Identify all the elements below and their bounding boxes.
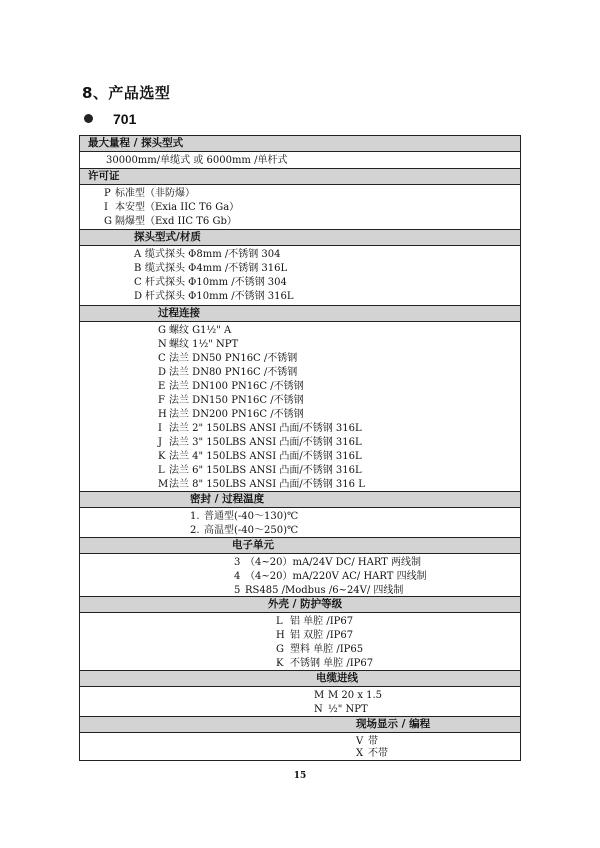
option-line bbox=[276, 657, 373, 670]
option-text: ½" NPT bbox=[328, 704, 368, 715]
option-text: 法兰 DN100 PN16C /不锈钢 bbox=[169, 381, 304, 392]
option-line bbox=[276, 615, 353, 628]
option-code: G bbox=[276, 644, 284, 655]
option-line bbox=[276, 643, 363, 656]
option-text: 不带 bbox=[368, 748, 388, 759]
option-code: M bbox=[314, 690, 325, 701]
option-text: 法兰 DN50 PN16C /不锈钢 bbox=[169, 353, 298, 364]
option-line bbox=[104, 201, 239, 214]
option-text: 法兰 6" 150LBS ANSI 凸面/不锈钢 316L bbox=[169, 465, 362, 476]
option-line bbox=[314, 689, 382, 702]
option-text: 本安型（Exia IIC T6 Ga） bbox=[115, 202, 240, 213]
option-code: K bbox=[158, 451, 166, 462]
section-title: 8、产品选型 bbox=[82, 84, 171, 102]
group-header-electronics bbox=[80, 537, 520, 554]
group-header-process-connection bbox=[80, 305, 520, 322]
option-text: 标准型（非防爆） bbox=[115, 188, 195, 199]
option-code: C bbox=[158, 353, 166, 364]
option-text: 不锈钢 单腔 /IP67 bbox=[290, 658, 374, 669]
option-text: 铝 双腔 /IP67 bbox=[290, 630, 354, 641]
option-code: A bbox=[134, 249, 142, 260]
option-line bbox=[134, 276, 287, 289]
option-code: M bbox=[158, 479, 169, 490]
option-code: 2. bbox=[190, 525, 200, 536]
option-text: 缆式探头 Φ4mm /不锈钢 316L bbox=[145, 263, 288, 274]
option-code: H bbox=[158, 409, 167, 420]
option-code: X bbox=[356, 748, 364, 759]
option-text: 铝 单腔 /IP67 bbox=[290, 616, 354, 627]
option-line bbox=[234, 556, 421, 569]
group-header-seal-temperature bbox=[80, 491, 520, 508]
option-text: （4~20）mA/220V AC/ HART 四线制 bbox=[245, 571, 427, 582]
group-header-label: 最大量程 / 探头型式 bbox=[88, 137, 184, 149]
option-code: 4 bbox=[234, 571, 241, 582]
option-text: 杆式探头 Φ10mm /不锈钢 316L bbox=[145, 291, 294, 302]
group-header-label: 过程连接 bbox=[158, 307, 200, 319]
group-header-license bbox=[80, 168, 520, 185]
option-text: 螺纹 1½" NPT bbox=[169, 339, 239, 350]
group-header-housing bbox=[80, 596, 520, 613]
bullet-icon bbox=[84, 114, 93, 123]
option-code: P bbox=[104, 188, 111, 199]
option-line bbox=[356, 747, 388, 760]
option-code: V bbox=[356, 736, 364, 747]
page-number: 15 bbox=[293, 771, 307, 781]
option-text: 螺纹 G1½" A bbox=[169, 325, 232, 336]
selection-table bbox=[79, 135, 521, 761]
option-code: H bbox=[276, 630, 285, 641]
option-code: D bbox=[134, 291, 143, 302]
option-code: D bbox=[158, 367, 167, 378]
option-code: L bbox=[158, 465, 165, 476]
group-header-label: 电缆进线 bbox=[316, 672, 358, 684]
option-text: 带 bbox=[368, 736, 378, 747]
option-text: 30000mm/单缆式 或 6000mm /单杆式 bbox=[106, 155, 288, 166]
option-text: 杆式探头 Φ10mm /不锈钢 304 bbox=[145, 277, 287, 288]
option-code: E bbox=[158, 381, 166, 392]
option-text: （4~20）mA/24V DC/ HART 两线制 bbox=[245, 557, 422, 568]
option-text: 塑料 单腔 /IP65 bbox=[290, 644, 364, 655]
group-header-label: 现场显示 / 编程 bbox=[356, 718, 431, 730]
group-header-cable-entry bbox=[80, 670, 520, 687]
option-line bbox=[158, 408, 304, 421]
group-header-label: 电子单元 bbox=[232, 539, 274, 551]
option-line bbox=[314, 703, 368, 716]
option-line bbox=[158, 422, 362, 435]
option-code: G bbox=[158, 325, 166, 336]
option-text: 法兰 2" 150LBS ANSI 凸面/不锈钢 316L bbox=[169, 423, 362, 434]
model-number: 701 bbox=[113, 111, 137, 127]
option-line bbox=[158, 338, 238, 351]
option-text: 缆式探头 Φ8mm /不锈钢 304 bbox=[145, 249, 281, 260]
option-line bbox=[276, 629, 353, 642]
option-line bbox=[104, 215, 237, 228]
option-code: G bbox=[104, 216, 112, 227]
group-header-probe-material bbox=[80, 229, 520, 246]
model-heading bbox=[84, 111, 136, 127]
option-code: K bbox=[276, 658, 284, 669]
option-text: 隔爆型（Exd IIC T6 Gb） bbox=[115, 216, 237, 227]
option-line bbox=[158, 394, 304, 407]
option-line bbox=[158, 380, 304, 393]
option-text: 法兰 3" 150LBS ANSI 凸面/不锈钢 316L bbox=[169, 437, 362, 448]
group-header-label: 密封 / 过程温度 bbox=[190, 493, 265, 505]
option-text: 普通型(-40～130)℃ bbox=[204, 511, 299, 522]
option-line bbox=[190, 510, 298, 523]
group-header-display bbox=[80, 716, 520, 733]
option-line bbox=[190, 524, 298, 537]
group-header-label: 探头型式/材质 bbox=[134, 231, 201, 243]
option-code: 5 bbox=[234, 585, 241, 596]
option-line bbox=[134, 248, 281, 261]
option-line bbox=[134, 290, 294, 303]
option-line bbox=[158, 478, 365, 491]
option-line bbox=[158, 436, 362, 449]
option-text: 法兰 4" 150LBS ANSI 凸面/不锈钢 316L bbox=[169, 451, 362, 462]
option-code: 1. bbox=[190, 511, 200, 522]
option-line bbox=[158, 464, 362, 477]
option-line bbox=[234, 570, 427, 583]
option-text: RS485 /Modbus /6~24V/ 四线制 bbox=[245, 585, 404, 596]
option-code: N bbox=[314, 704, 323, 715]
option-line bbox=[158, 324, 231, 337]
option-line bbox=[104, 187, 195, 200]
group-header-label: 外壳 / 防护等级 bbox=[268, 598, 343, 610]
group-header-range bbox=[80, 135, 520, 152]
option-text: M 20 x 1.5 bbox=[328, 690, 383, 701]
option-line bbox=[158, 352, 297, 365]
option-code: F bbox=[158, 395, 165, 406]
option-code: N bbox=[158, 339, 167, 350]
option-line bbox=[134, 262, 287, 275]
option-line bbox=[158, 450, 362, 463]
option-text: 法兰 DN200 PN16C /不锈钢 bbox=[169, 409, 304, 420]
option-text: 法兰 8" 150LBS ANSI 凸面/不锈钢 316 L bbox=[169, 479, 365, 490]
option-code: B bbox=[134, 263, 142, 274]
option-code: I bbox=[104, 202, 108, 213]
option-code: L bbox=[276, 616, 283, 627]
option-code: I bbox=[158, 423, 162, 434]
group-header-label: 许可证 bbox=[88, 170, 120, 182]
option-code: J bbox=[158, 437, 163, 448]
option-text: 高温型(-40～250)℃ bbox=[204, 525, 299, 536]
option-text: 法兰 DN150 PN16C /不锈钢 bbox=[169, 395, 304, 406]
option-code: C bbox=[134, 277, 142, 288]
option-line bbox=[158, 366, 297, 379]
option-line bbox=[106, 154, 287, 167]
option-text: 法兰 DN80 PN16C /不锈钢 bbox=[169, 367, 298, 378]
option-code: 3 bbox=[234, 557, 241, 568]
